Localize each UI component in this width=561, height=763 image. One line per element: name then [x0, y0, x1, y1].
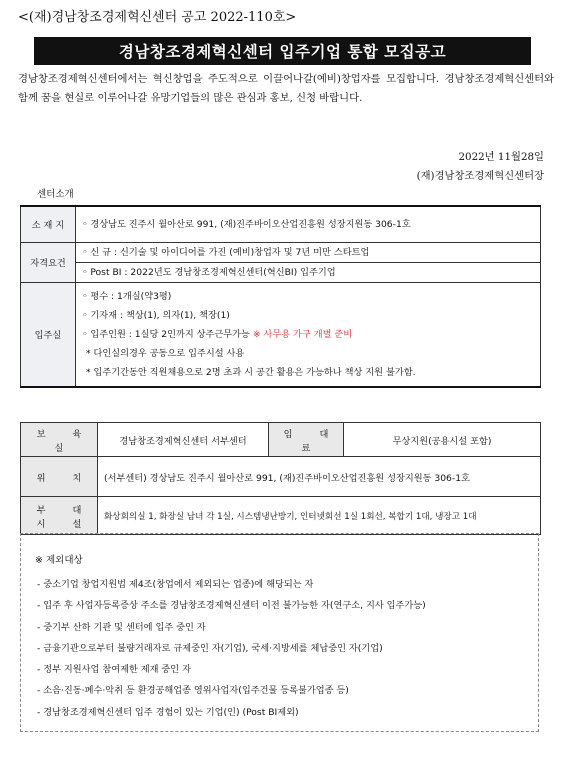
list-item: - 중기부 산하 기관 및 센터에 입주 중인 자: [37, 621, 206, 633]
issuer-name: (재)경남창조경제혁신센터장: [416, 170, 544, 182]
qualification-new: ◦ 신 규 : 신기술 및 아이디어를 가진 (예비)창업자 및 7년 미만 스타트업: [76, 243, 540, 263]
notice-number: <(재)경남창조경제혁신센터 공고 2022-110호>: [18, 10, 297, 25]
office-note-multi: * 다인실의경우 공동으로 입주시설 사용: [86, 347, 245, 359]
office-area: ◦ 평수 : 1개실(약3평): [82, 290, 172, 302]
qualification-label: 자격요건: [21, 242, 76, 282]
intro-paragraph: 경남창조경제혁신센터에서는 혁신창업을 주도적으로 이끌어나갈(예비)창업자를 모집합니다. 경남창조경제혁신센터와 함께 꿈을 현실로 이루어나갈 유망기업들의 많은 관심과 홍보, 신청 바랍니다.: [18, 73, 554, 104]
office-value: [76, 282, 541, 387]
address-value: ◦ 경상남도 진주시 월아산로 991, (재)진주바이오산업진흥원 성장지원동 306-1호: [76, 206, 541, 242]
office-equipment: ◦ 기자재 : 책상(1), 의자(1), 책장(1): [82, 309, 230, 321]
office-label: 입주실: [21, 282, 76, 387]
section-label-center-intro: 센터소개: [37, 189, 74, 200]
list-item: - 경남창조경제혁신센터 입주 경험이 있는 기업(인) (Post BI제외): [37, 706, 299, 718]
location-value: (서부센터) 경상남도 진주시 월아산로 991, (재)진주바이오산업진흥원 성장지원동 306-1호: [98, 457, 541, 497]
exclusion-list: [37, 574, 537, 723]
qualification-postbi: ◦ Post BI : 2022년도 경남창조경제혁신센터(혁신BI) 입주기업: [82, 266, 336, 278]
address-label: 소 재 지: [21, 206, 76, 242]
list-item: - 금융기관으로부터 불량거래자로 규제중인 자(기업), 국세·지방세를 체납중인 자(기업): [37, 642, 383, 654]
facility-table: [20, 422, 541, 535]
exclusion-title: ※ 제외대상: [35, 555, 83, 566]
center-label: 보 육 실: [21, 423, 98, 457]
center-info-table: [20, 205, 541, 388]
rent-label: 임 대 료: [269, 423, 344, 457]
exclusion-box: [20, 533, 539, 732]
notice-date: 2022년 11월28일: [458, 151, 544, 163]
amenity-value: 화상회의실 1, 화장실 남녀 각 1실, 시스템냉난방기, 인터넷회선 1실 1회선, 복합기 1대, 냉장고 1대: [98, 497, 541, 535]
amenity-label: 부 대 시 설: [21, 497, 98, 535]
furniture-warning: ※ 사무용 가구 개별 준비: [252, 328, 353, 340]
center-value: 경남창조경제혁신센터 서부센터: [98, 423, 269, 457]
notice-title-banner: 경남창조경제혁신센터 입주기업 통합 모집공고: [34, 37, 531, 65]
list-item: - 소음·진동·폐수·악취 등 환경공해업종 영위사업자(입주건물 등록불가업종 등): [37, 685, 349, 697]
list-item: - 입주 후 사업자등록증상 주소를 경남창조경제혁신센터 이전 불가능한 자(연구소, 지사 입주가능): [37, 600, 426, 612]
location-label: 위 치: [21, 457, 98, 497]
office-note-hiring: * 입주기간동안 직원채용으로 2명 초과 시 공간 활용은 가능하나 책상 지원 불가함.: [86, 366, 416, 378]
office-occupancy: ◦ 입주인원 : 1실당 2인까지 상주근무가능 ※ 사무용 가구 개별 준비: [82, 328, 353, 340]
list-item: - 중소기업 창업지원법 제4조(창업에서 제외되는 업종)에 해당되는 자: [37, 579, 314, 590]
qualification-value: [76, 242, 541, 282]
list-item: - 정부 지원사업 참여제한 제재 중인 자: [37, 664, 191, 676]
rent-value: 무상지원(공용시설 포함): [344, 423, 541, 457]
